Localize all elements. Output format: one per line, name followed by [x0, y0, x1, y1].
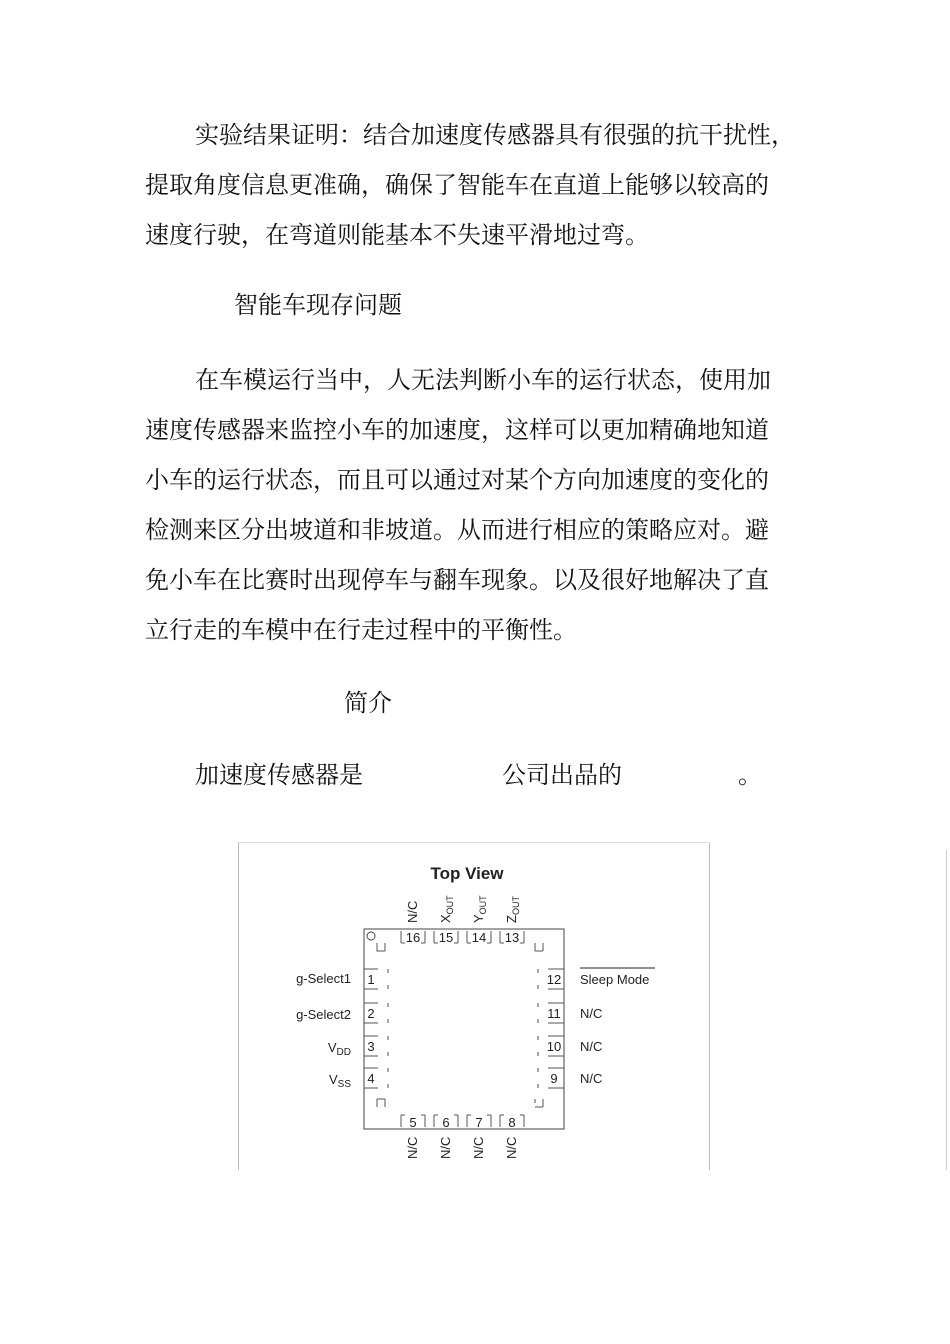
paragraph-line: 小车的运行状态，而且可以通过对某个方向加速度的变化的: [145, 466, 769, 494]
svg-text:15: 15: [438, 930, 454, 945]
pin-label-nc: N/C: [471, 1136, 486, 1159]
pin-label-gselect2: g-Select2: [296, 1007, 351, 1022]
pin-7: [467, 1115, 491, 1130]
paragraph-line: 提取角度信息更准确，确保了智能车在直道上能够以较高的: [145, 171, 769, 199]
pin-label-yout: $Y_{OUT}$: [471, 895, 488, 923]
pin-3: [364, 1036, 388, 1056]
pin-12: [538, 969, 564, 989]
svg-text:11: 11: [547, 1006, 561, 1021]
pin-label-xout: $X_{OUT}$: [438, 895, 455, 923]
svg-text:3: 3: [367, 1039, 375, 1054]
bottom-pins: [401, 1115, 524, 1130]
pin-label-nc: N/C: [580, 1006, 603, 1021]
svg-text:9: 9: [550, 1071, 558, 1086]
paragraph-line: 实验结果证明：结合加速度传感器具有很强的抗干扰性，: [195, 121, 795, 149]
pin-13: [500, 930, 524, 945]
pin-label-gselect1: g-Select1: [296, 971, 351, 986]
pin-2: [364, 1003, 388, 1023]
pin1-marker: [367, 932, 375, 940]
svg-text:8: 8: [508, 1115, 516, 1130]
top-pins: [401, 930, 524, 945]
svg-text:6: 6: [442, 1115, 450, 1130]
corner-mark: [377, 1099, 385, 1107]
page-edge-mark: [946, 850, 947, 1170]
svg-text:12: 12: [546, 972, 562, 987]
paragraph-problems: [145, 355, 815, 655]
corner-mark: [535, 943, 543, 951]
pin-15: [434, 930, 458, 945]
intro-text-part2: 公司出品的: [502, 761, 622, 789]
pin-1: [364, 969, 388, 989]
pin-11: [538, 1003, 564, 1023]
corner-mark: [535, 1099, 543, 1107]
pin-label-nc: N/C: [438, 1136, 453, 1159]
pinout-figure: [238, 842, 710, 1170]
paragraph-line: 检测来区分出坡道和非坡道。从而进行相应的策略应对。避: [145, 516, 769, 544]
pin-label-nc: N/C: [405, 900, 420, 923]
paragraph-line: 速度行驶，在弯道则能基本不失速平滑地过弯。: [145, 221, 649, 249]
pin-10: [538, 1036, 564, 1056]
svg-text:16: 16: [405, 930, 421, 945]
pin-label-sleep-mode: Sleep Mode: [580, 972, 650, 987]
pin-8: [500, 1115, 524, 1130]
pin-label-nc: N/C: [580, 1039, 603, 1054]
section-heading-intro: 简介: [344, 689, 392, 717]
corner-mark: [377, 943, 385, 951]
section-heading-problems: 智能车现存问题: [234, 291, 402, 319]
paragraph-line: 免小车在比赛时出现停车与翻车现象。以及很好地解决了直: [145, 566, 769, 594]
paragraph-results: [145, 110, 815, 260]
pin-label-nc: N/C: [405, 1136, 420, 1159]
pin-label-vdd: $V_{DD}$: [327, 1040, 351, 1058]
intro-text-part3: 。: [738, 761, 762, 789]
pin-label-nc: N/C: [504, 1136, 519, 1159]
pin-5: [401, 1115, 425, 1130]
svg-text:1: 1: [367, 972, 375, 987]
left-pins: [364, 969, 388, 1088]
paragraph-line: 在车模运行当中，人无法判断小车的运行状态，使用加: [195, 366, 771, 394]
figure-title: Top View: [430, 864, 504, 883]
chip-body: [364, 929, 564, 1129]
pin-4: [364, 1068, 388, 1088]
right-pins: [538, 969, 564, 1088]
pin-9: [538, 1068, 564, 1088]
svg-text:4: 4: [367, 1071, 375, 1086]
svg-text:5: 5: [409, 1115, 417, 1130]
intro-text-part1: 加速度传感器是: [195, 761, 363, 789]
pin-14: [467, 930, 491, 945]
pinout-diagram: [239, 843, 709, 1169]
pin-6: [434, 1115, 458, 1130]
svg-text:7: 7: [475, 1115, 483, 1130]
svg-text:14: 14: [471, 930, 487, 945]
pin-label-nc: N/C: [580, 1071, 603, 1086]
svg-text:2: 2: [367, 1006, 375, 1021]
paragraph-line: 立行走的车模中在行走过程中的平衡性。: [145, 616, 577, 644]
pin-16: [401, 930, 425, 945]
paragraph-line: 速度传感器来监控小车的加速度，这样可以更加精确地知道: [145, 416, 769, 444]
svg-text:13: 13: [504, 930, 520, 945]
pin-label-zout: $Z_{OUT}$: [504, 896, 521, 923]
svg-text:10: 10: [546, 1039, 562, 1054]
pin-label-vss: $V_{SS}$: [328, 1072, 351, 1090]
